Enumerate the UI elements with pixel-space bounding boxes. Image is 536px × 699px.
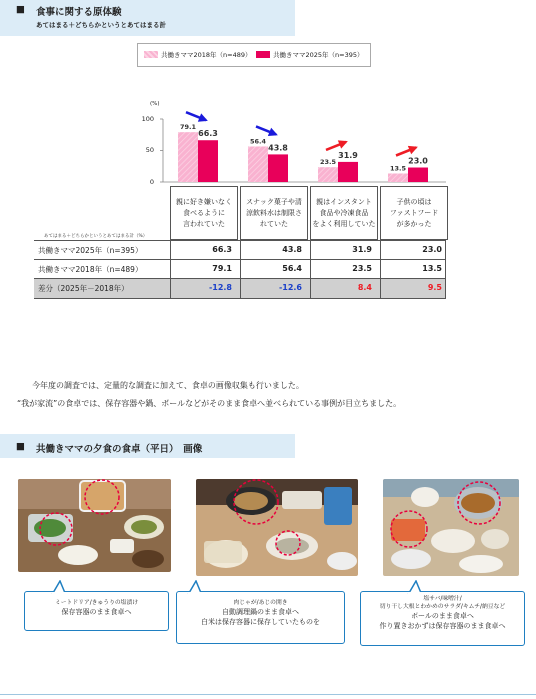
legend-label-2025: 共働きママ2025年（n=395） — [273, 51, 364, 59]
caption-3-note-2: 作り置きおかずは保存容器のまま食卓へ — [379, 622, 506, 630]
table-cell: 23.0 — [422, 245, 442, 254]
table-divider — [240, 241, 241, 260]
table-row — [34, 240, 446, 260]
section-title-2: 共働きママの夕食の食卓（平日） 画像 — [36, 444, 203, 455]
table-divider — [310, 241, 311, 260]
table-cell: -12.6 — [278, 283, 302, 292]
table-cell: 8.4 — [357, 283, 372, 292]
caption-2-note-2: 白米は保存容器に保存していたものを — [201, 618, 320, 626]
table-cell: 66.3 — [212, 245, 232, 254]
table-divider — [310, 279, 311, 298]
category-label-2-line-1: スナック菓子や清 — [246, 197, 302, 206]
caption-3-menu: 塩サバ/味噌汁/ 切り干し大根とわかめのサラダ/キムチ/納豆など — [379, 596, 506, 610]
caption-3-note-1: ボールのまま食卓へ — [411, 612, 474, 620]
table-cell: -12.8 — [208, 283, 232, 292]
data-label-2025-1: 66.3 — [198, 129, 218, 139]
data-label-2018-1: 79.1 — [179, 123, 197, 132]
table-divider — [445, 260, 446, 279]
caption-1-note: 保存容器のまま食卓へ — [61, 608, 132, 616]
category-label-1-line-3: 言われていた — [183, 219, 225, 228]
bar-2018-2 — [248, 146, 268, 182]
data-label-2025-2: 43.8 — [268, 143, 288, 153]
photo-dinner-3 — [383, 479, 519, 576]
table-divider — [310, 260, 311, 279]
axis-unit: (%) — [150, 101, 160, 107]
bar-2018-3 — [318, 167, 338, 182]
y-tick-50: 50 — [145, 146, 154, 154]
category-label-4-line-3: が多かった — [396, 219, 432, 228]
section-title: 食事に関する原体験 — [36, 7, 122, 18]
table-row-label: 差分（2025年－2018年） — [38, 284, 129, 293]
table-row — [34, 278, 446, 299]
table-cell: 9.5 — [427, 283, 442, 292]
data-label-2018-3: 23.5 — [319, 158, 337, 167]
table-divider — [380, 241, 381, 260]
table-row-label: 共働きママ2018年（n=489） — [38, 265, 143, 274]
table-divider — [240, 260, 241, 279]
section-subtitle: あてはまる＋どちらかというとあてはまる計 — [36, 21, 166, 29]
table-divider — [170, 241, 171, 260]
caption-2-pointer — [186, 580, 206, 594]
category-cell-1 — [170, 186, 238, 240]
table-divider — [380, 260, 381, 279]
table-cell: 79.1 — [212, 264, 232, 273]
section-marker: ■ — [16, 4, 25, 15]
photo-dinner-1 — [18, 479, 171, 572]
photo-dinner-2 — [196, 479, 358, 576]
legend-label-2018: 共働きママ2018年（n=489） — [161, 51, 252, 59]
caption-2-note-1: 自動調理鍋のまま食卓へ — [222, 608, 299, 616]
category-label-3-line-3: をよく利用していた — [312, 219, 376, 228]
y-tick-0: 0 — [149, 178, 154, 186]
photo-caption-1 — [24, 591, 169, 631]
y-tick-100: 100 — [141, 115, 154, 123]
bar-2025-1 — [198, 140, 218, 182]
caption-2-menu: 肉じゃが/あじの開き — [233, 600, 288, 606]
table-row-label: 共働きママ2025年（n=395） — [38, 246, 143, 255]
section-marker-2: ■ — [16, 441, 25, 452]
bar-2025-4 — [408, 168, 428, 182]
category-label-2-line-2: 涼飲料水は制限さ — [246, 208, 302, 217]
table-cell: 31.9 — [352, 245, 372, 254]
category-label-4-line-2: ファストフード — [389, 208, 439, 217]
data-label-2025-4: 23.0 — [408, 156, 428, 166]
category-label-2-line-3: れていた — [260, 219, 288, 228]
page-divider — [0, 694, 536, 695]
data-label-2018-2: 56.4 — [249, 137, 267, 146]
bar-2018-1 — [178, 132, 198, 182]
table-cell: 43.8 — [282, 245, 302, 254]
caption-1-menu: ミートドリア/きゅうりの塩漬け — [54, 600, 139, 606]
category-cell-2 — [240, 186, 308, 240]
category-label-1-line-2: 食べるように — [183, 208, 225, 217]
table-divider — [170, 279, 171, 298]
category-cell-3 — [310, 186, 378, 240]
category-cell-4 — [380, 186, 448, 240]
table-divider — [445, 279, 446, 298]
bar-2025-3 — [338, 162, 358, 182]
data-label-2018-4: 13.5 — [389, 164, 407, 173]
category-label-1-line-1: 親に好き嫌いなく — [176, 197, 232, 206]
table-cell: 23.5 — [352, 264, 372, 273]
table-divider — [170, 260, 171, 279]
photo-caption-2 — [176, 591, 345, 644]
table-cell: 13.5 — [422, 264, 442, 273]
bar-chart — [0, 0, 536, 200]
table-divider — [380, 279, 381, 298]
body-paragraph-line-2: “我が家流”の食卓では、保存容器や鍋、ボールなどがそのまま食卓へ並べられている事例が目立ちました。 — [17, 399, 402, 408]
body-paragraph-line-1: 今年度の調査では、定量的な調査に加えて、食卓の画像収集も行いました。 — [32, 381, 304, 390]
bar-2025-2 — [268, 154, 288, 182]
table-divider — [445, 241, 446, 260]
category-label-3-line-1: 親はインスタント — [316, 197, 372, 206]
photo-caption-3 — [360, 591, 525, 646]
caption-3-pointer — [406, 580, 426, 594]
category-label-4-line-1: 子供の頃は — [396, 197, 432, 206]
category-label-3-line-2: 食品や冷凍食品 — [319, 208, 369, 217]
table-cell: 56.4 — [282, 264, 302, 273]
bar-2018-4 — [388, 173, 408, 182]
caption-1-pointer — [50, 580, 70, 594]
table-unit-note: あてはまる＋どちらかというとあてはまる計（%） — [44, 234, 148, 239]
table-divider — [240, 279, 241, 298]
data-label-2025-3: 31.9 — [338, 150, 358, 160]
table-row — [34, 259, 446, 279]
